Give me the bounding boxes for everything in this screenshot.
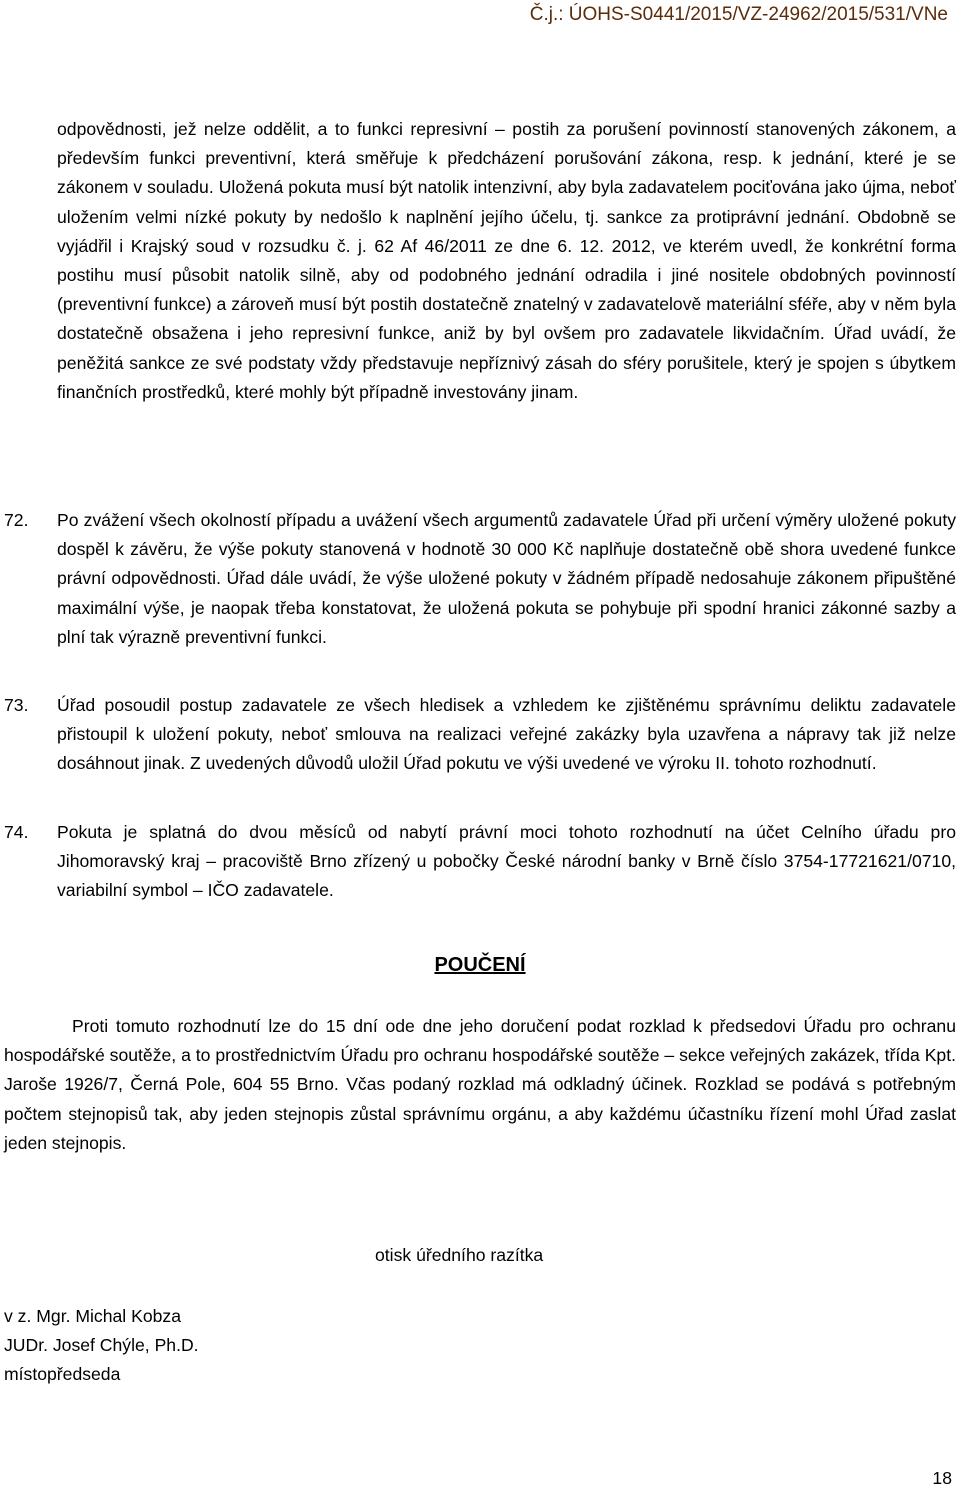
paragraph-72	[4, 506, 956, 652]
paragraph-74	[4, 818, 956, 906]
signature-title: místopředseda	[4, 1364, 121, 1384]
paragraph-text: Pokuta je splatná do dvou měsíců od nabytí právní moci tohoto rozhodnutí na účet Celního úřadu pro Jihomoravský kraj – pracoviště Brno zřízený u pobočky České národní banky v Brně číslo 3754-17721621/0710, variabilní symbol – IČO zadavatele.	[57, 822, 956, 901]
signature-block	[4, 1302, 199, 1389]
signature-name: JUDr. Josef Chýle, Ph.D.	[4, 1335, 199, 1355]
stamp-placeholder: otisk úředního razítka	[375, 1245, 544, 1265]
pouceni-heading: POUČENÍ	[434, 954, 526, 976]
paragraph-number: 74.	[4, 822, 29, 842]
paragraph-number: 73.	[4, 695, 29, 715]
paragraph-text: Úřad posoudil postup zadavatele ze všech hledisek a vzhledem ke zjištěnému správnímu deliktu zadavatele přistoupil k uložení pokuty, neboť smlouva na realizaci veřejné zakázky byla uzavřena a nápravy tak již nelze dosáhnout jinak. Z uvedených důvodů uložil Úřad pokutu ve výši uvedené ve výroku II. tohoto rozhodnutí.	[57, 695, 956, 774]
paragraph-73	[4, 691, 956, 779]
pouceni-text: Proti tomuto rozhodnutí lze do 15 dní ode dne jeho doručení podat rozklad k předsedovi Úřadu pro ochranu hospodářské soutěže, a to prostřednictvím Úřadu pro ochranu hospodářské soutěže – sekce veřejných zakázek, třída Kpt. Jaroše 1926/7, Černá Pole, 604 55 Brno. Včas podaný rozklad má odkladný účinek. Rozklad se podává s potřebným počtem stejnopisů tak, aby jeden stejnopis zůstal správnímu orgánu, a aby každému účastníku řízení mohl Úřad zaslat jeden stejnopis.	[4, 1016, 956, 1153]
signature-on-behalf: v z. Mgr. Michal Kobza	[4, 1306, 181, 1326]
document-reference-number: Č.j.: ÚOHS-S0441/2015/VZ-24962/2015/531/VNe	[529, 4, 948, 25]
paragraph-text: Po zvážení všech okolností případu a uvážení všech argumentů zadavatele Úřad při určení výměry uložené pokuty dospěl k závěru, že výše pokuty stanovená v hodnotě 30 000 Kč naplňuje dostatečně obě shora uvedené funkce právní odpovědnosti. Úřad dále uvádí, že výše uložené pokuty v žádném případě nedosahuje zákonem připuštěné maximální výše, je naopak třeba konstatovat, že uložená pokuta se pohybuje při spodní hranici zákonné sazby a plní tak výrazně preventivní funkci.	[57, 510, 956, 647]
paragraph-number: 72.	[4, 510, 29, 530]
page-number: 18	[932, 1468, 952, 1488]
continuation-paragraph: odpovědnosti, jež nelze oddělit, a to funkci represivní – postih za porušení povinností stanovených zákonem, a především funkci preventivní, která směřuje k předcházení porušování zákona, resp. k jednání, které je se zákonem v souladu. Uložená pokuta musí být natolik intenzivní, aby byla zadavatelem pociťována jako újma, neboť uložením velmi nízké pokuty by nedošlo k naplnění jejího účelu, tj. sankce za protiprávní jednání. Obdobně se vyjádřil i Krajský soud v rozsudku č. j. 62 Af 46/2011 ze dne 6. 12. 2012, ve kterém uvedl, že konkrétní forma postihu musí působit natolik silně, aby od podobného jednání odradila i jiné nositele obdobných povinností (preventivní funkce) a zároveň musí být postih dostatečně znatelný v zadavatelově materiální sféře, aby v něm byla dostatečně obsažena i jeho represivní funkce, aniž by byl ovšem pro zadavatele likvidačním. Úřad uvádí, že peněžitá sankce ze své podstaty vždy představuje nepříznivý zásah do sféry porušitele, který je spojen s úbytkem finančních prostředků, které mohly být případně investovány jinam.	[57, 119, 956, 402]
